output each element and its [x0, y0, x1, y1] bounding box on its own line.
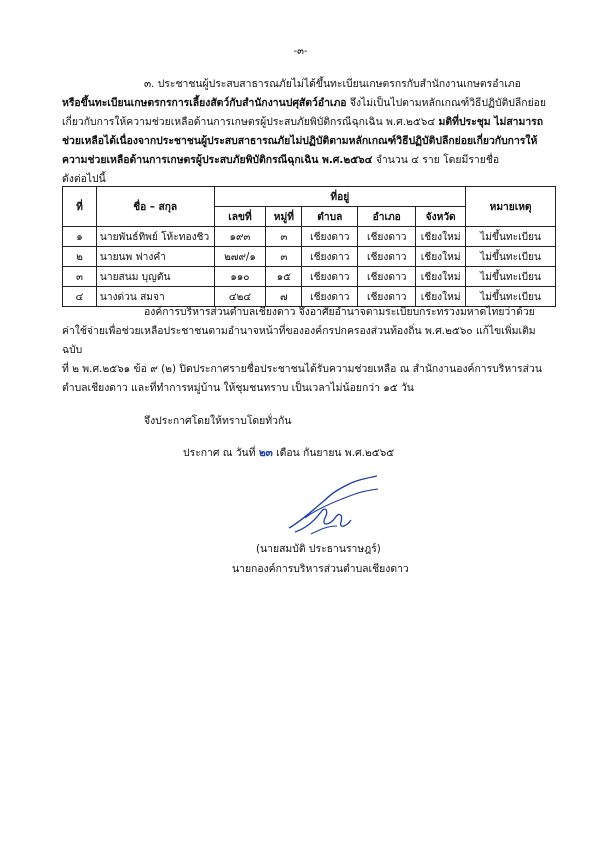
table-header-row — [63, 187, 556, 207]
body-line-2: ค่าใช้จ่ายเพื่อช่วยเหลือประชาชนตามอำนาจหน้าที่ขององค์กรปกครองส่วนท้องถิ่น พ.ศ.๒๕๖๐ แก้ไขเพิ่มเติมฉบับ — [62, 325, 536, 356]
table-row — [63, 247, 556, 267]
cell-province: เชียงใหม่ — [416, 287, 466, 307]
table-row — [63, 227, 556, 247]
body-line-4: ตำบลเชียงดาว และที่ทำการหมู่บ้าน ให้ชุมชนทราบ เป็นเวลาไม่น้อยกว่า ๑๕ วัน — [62, 382, 414, 394]
intro-line-1: ๓. ประชาชนผู้ประสบสาธารณภัยไม่ได้ขึ้นทะเบียนเกษตรกรกับสำนักงานเกษตรอำเภอ — [144, 78, 521, 90]
cell-moo: ๓ — [266, 227, 302, 247]
body-line-1: องค์การบริหารส่วนตำบลเชียงดาว จึงอาศัยอำนาจตามระเบียบกระทรวงมหาดไทยว่าด้วย — [144, 306, 535, 318]
cell-tambon: เชียงดาว — [302, 247, 358, 267]
cell-amphoe: เชียงดาว — [358, 267, 416, 287]
cell-name: นางด่วน สมจา — [96, 287, 214, 307]
date-day: ๒๓ — [258, 447, 273, 459]
cell-tambon: เชียงดาว — [302, 227, 358, 247]
intro-line-5: ความช่วยเหลือด้านการเกษตรผู้ประสบภัยพิบัติกรณีฉุกเฉิน พ.ศ.๒๕๖๔ จำนวน ๔ ราย โดยมีรายชื่อ — [62, 154, 500, 166]
roster-table — [62, 186, 556, 307]
header-name: ชื่อ – สกุล — [96, 187, 214, 227]
body-line-3: ที่ ๒ พ.ศ.๒๕๖๑ ข้อ ๙ (๒) ปิดประกาศรายชื่อประชาชนได้รับความช่วยเหลือ ณ สำนักงานองค์การบริหารส่วน — [62, 363, 542, 375]
table-row — [63, 267, 556, 287]
cell-remark: ไม่ขึ้นทะเบียน — [466, 247, 556, 267]
announce-line: จึงประกาศโดยให้ทราบโดยทั่วกัน — [144, 415, 292, 427]
cell-amphoe: เชียงดาว — [358, 287, 416, 307]
cell-house-no: ๔๒๔ — [214, 287, 266, 307]
cell-name: นายสนม บุญตัน — [96, 267, 214, 287]
intro-line-6: ดังต่อไปนี้ — [62, 173, 106, 185]
cell-tambon: เชียงดาว — [302, 267, 358, 287]
header-no: ที่ — [63, 187, 97, 227]
signer-name: (นายสมบัติ ประธานราษฎร์) — [256, 543, 381, 555]
header-remark: หมายเหตุ — [466, 187, 556, 227]
cell-moo: ๑๕ — [266, 267, 302, 287]
cell-no: ๓ — [63, 267, 97, 287]
cell-province: เชียงใหม่ — [416, 227, 466, 247]
header-province: จังหวัด — [416, 207, 466, 227]
cell-no: ๔ — [63, 287, 97, 307]
cell-moo: ๓ — [266, 247, 302, 267]
intro-paragraph — [62, 75, 552, 189]
cell-house-no: ๑๑๐ — [214, 267, 266, 287]
cell-house-no: ๑๙๓ — [214, 227, 266, 247]
cell-tambon: เชียงดาว — [302, 287, 358, 307]
cell-name: นายนพ ฟางคำ — [96, 247, 214, 267]
cell-province: เชียงใหม่ — [416, 267, 466, 287]
cell-name: นายพันธ์ทิพย์ โห้ะทองชิว — [96, 227, 214, 247]
cell-amphoe: เชียงดาว — [358, 227, 416, 247]
signer-title: นายกองค์การบริหารส่วนตำบลเชียงดาว — [232, 563, 409, 575]
cell-amphoe: เชียงดาว — [358, 247, 416, 267]
cell-no: ๑ — [63, 227, 97, 247]
intro-line-4: ช่วยเหลือได้เนื่องจากประชาชนผู้ประสบสาธารณภัยไม่ปฏิบัติตามหลักเกณฑ์วิธีปฏิบัติปลีกย่อยเกี่ยวกับการให้ — [62, 135, 538, 147]
cell-remark: ไม่ขึ้นทะเบียน — [466, 287, 556, 307]
cell-province: เชียงใหม่ — [416, 247, 466, 267]
header-address: ที่อยู่ — [214, 187, 466, 207]
signature-image — [285, 470, 380, 540]
cell-remark: ไม่ขึ้นทะเบียน — [466, 267, 556, 287]
intro-line-3: เกี่ยวกับการให้ความช่วยเหลือด้านการเกษตรผู้ประสบภัยพิบัติกรณีฉุกเฉิน พ.ศ.๒๕๖๔ มติที่ประชุม ไม่สามารถ — [62, 116, 544, 128]
header-tambon: ตำบล — [302, 207, 358, 227]
date-line: ประกาศ ณ วันที่ ๒๓ เดือน กันยายน พ.ศ.๒๕๖๕ — [183, 447, 395, 459]
header-house-no: เลขที่ — [214, 207, 266, 227]
header-moo: หมู่ที่ — [266, 207, 302, 227]
page-number: -๓- — [293, 46, 308, 57]
header-amphoe: อำเภอ — [358, 207, 416, 227]
cell-no: ๒ — [63, 247, 97, 267]
cell-house-no: ๒๗๙/๑ — [214, 247, 266, 267]
cell-remark: ไม่ขึ้นทะเบียน — [466, 227, 556, 247]
intro-line-2: หรือขึ้นทะเบียนเกษตรกรการเลี้ยงสัตว์กับสำนักงานปศุสัตว์อำเภอ จึงไม่เป็นไปตามหลักเกณฑ์วิธีปฏิบัติปลีกย่อย — [62, 97, 546, 109]
cell-moo: ๗ — [266, 287, 302, 307]
body-paragraph — [62, 303, 552, 398]
